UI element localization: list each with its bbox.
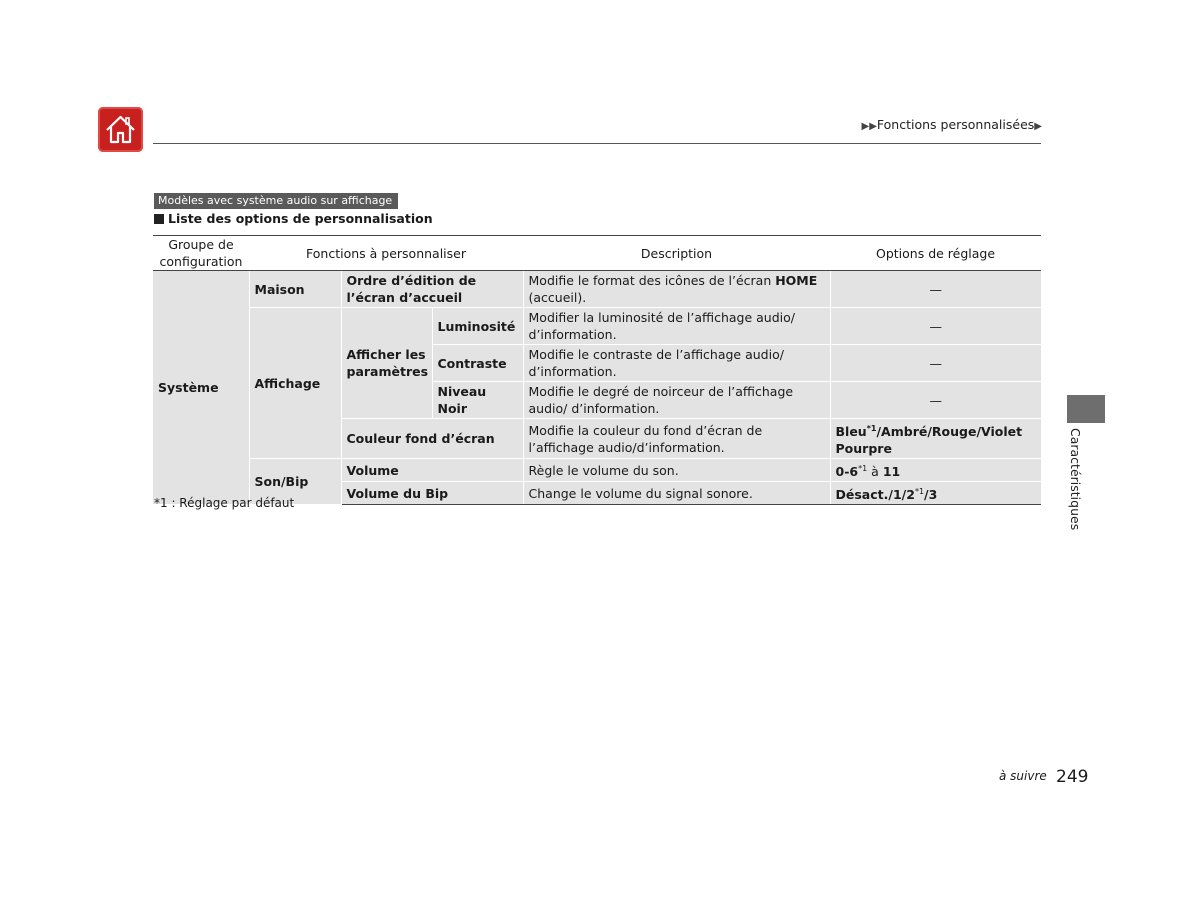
function-cell: Ordre d’édition de l’écran d’accueil [341, 271, 523, 308]
option-cell: — [830, 382, 1041, 419]
breadcrumb-arrows-icon: ▶▶ [861, 121, 877, 132]
side-tab-label[interactable]: Caractéristiques [1068, 428, 1083, 531]
subgroup-cell: Afficher les paramètres [341, 308, 432, 419]
breadcrumb-arrow-icon: ▶ [1034, 121, 1042, 132]
table-row [153, 459, 1041, 482]
option-cell: 0-6$^{*1}$ à 11 [830, 459, 1041, 482]
category-cell: Affichage [249, 308, 341, 459]
home-button[interactable] [98, 107, 143, 152]
description-cell: Modifie le contraste de l’affichage audio/ d’information. [523, 345, 830, 382]
category-cell: Son/Bip [249, 459, 341, 505]
description-cell: Modifie le format des icônes de l’écran HOME (accueil). [523, 271, 830, 308]
option-cell: — [830, 271, 1041, 308]
table-row [153, 271, 1041, 308]
col-header-description: Description [523, 236, 830, 271]
option-cell: Bleu$^{*1}$/Ambré/Rouge/Violet Pourpre [830, 419, 1041, 459]
model-tag: Modèles avec système audio sur affichage [154, 193, 398, 209]
description-cell: Change le volume du signal sonore. [523, 482, 830, 505]
header-divider [153, 143, 1041, 144]
side-tab-marker[interactable] [1067, 395, 1105, 423]
function-cell: Niveau Noir [432, 382, 523, 419]
description-cell: Modifie la couleur du fond d’écran de l’affichage audio/d’information. [523, 419, 830, 459]
col-header-options: Options de réglage [830, 236, 1041, 271]
table-row [153, 308, 1041, 345]
breadcrumb-label: Fonctions personnalisées [876, 117, 1035, 132]
section-title [154, 211, 433, 226]
function-cell: Volume [341, 459, 523, 482]
option-cell: — [830, 345, 1041, 382]
home-icon [104, 113, 137, 146]
description-cell: Règle le volume du son. [523, 459, 830, 482]
function-cell: Contraste [432, 345, 523, 382]
square-bullet-icon [154, 214, 164, 224]
footnote: *1 : Réglage par défaut [154, 496, 295, 510]
col-header-functions: Fonctions à personnaliser [249, 236, 523, 271]
section-title-text: Liste des options de personnalisation [168, 211, 433, 226]
page-number: 249 [1056, 767, 1089, 787]
option-cell: Désact./1/2$^{*1}$/3 [830, 482, 1041, 505]
group-cell: Système [153, 271, 249, 505]
category-cell: Maison [249, 271, 341, 308]
description-cell: Modifie le degré de noirceur de l’affichage audio/ d’information. [523, 382, 830, 419]
col-header-group: Groupe de configuration [153, 236, 249, 271]
continue-label: à suivre [999, 769, 1047, 783]
table-header-row [153, 236, 1041, 271]
description-cell: Modifier la luminosité de l’affichage audio/ d’information. [523, 308, 830, 345]
options-table [153, 235, 1041, 505]
function-cell: Luminosité [432, 308, 523, 345]
function-cell: Volume du Bip [341, 482, 523, 505]
function-cell: Couleur fond d’écran [341, 419, 523, 459]
breadcrumb[interactable] [862, 117, 1043, 132]
option-cell: — [830, 308, 1041, 345]
